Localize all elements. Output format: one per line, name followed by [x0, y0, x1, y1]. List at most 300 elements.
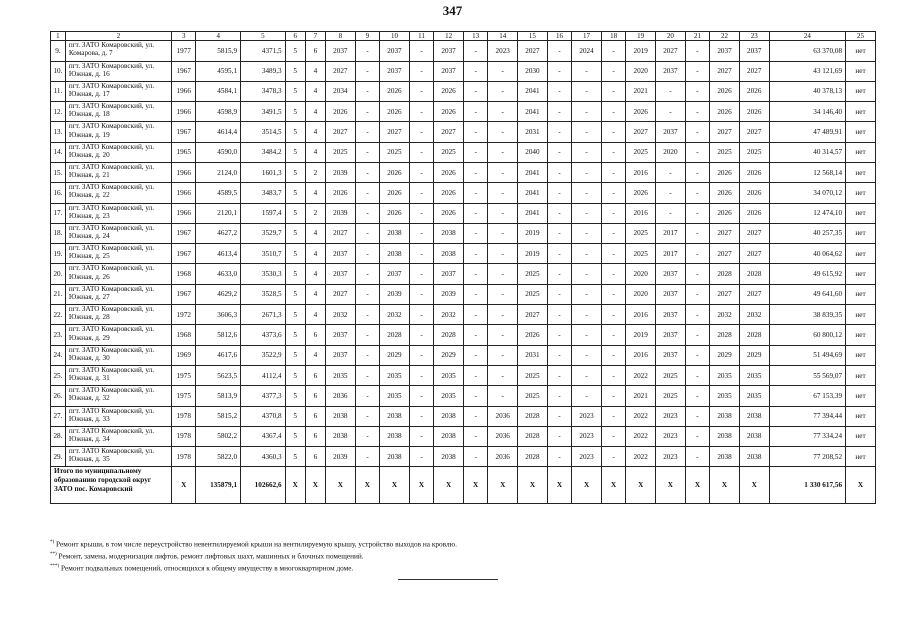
table-cell: 2028 — [739, 325, 769, 345]
area-cell: 4613,4 — [196, 244, 241, 264]
table-cell: 5 — [285, 41, 305, 61]
table-cell: - — [656, 81, 686, 101]
table-cell: 1966 — [172, 162, 196, 182]
table-cell: - — [601, 203, 625, 223]
table-cell: - — [572, 264, 602, 284]
row-number: 11. — [51, 81, 66, 101]
table-cell: 2039 — [325, 203, 355, 223]
table-cell: 2038 — [710, 447, 740, 467]
table-cell: - — [463, 61, 487, 81]
table-row — [51, 41, 876, 61]
table-cell: - — [355, 386, 379, 406]
table-cell: нет — [846, 223, 876, 243]
total-cell: X — [488, 467, 518, 504]
table-cell: - — [601, 264, 625, 284]
table-cell: - — [463, 162, 487, 182]
column-number: 14 — [488, 32, 518, 41]
table-cell: - — [656, 102, 686, 122]
table-cell: 2025 — [518, 264, 548, 284]
table-cell: 2026 — [626, 183, 656, 203]
table-cell: - — [409, 406, 433, 426]
table-cell: 4 — [305, 345, 325, 365]
column-number: 18 — [601, 32, 625, 41]
footnote-mark: ***) — [50, 563, 60, 569]
cost-cell: 51 494,69 — [769, 345, 845, 365]
table-cell: 2025 — [656, 386, 686, 406]
table-cell: 1966 — [172, 203, 196, 223]
table-row — [51, 203, 876, 223]
table-cell: 2038 — [380, 223, 410, 243]
table-cell: 4 — [305, 264, 325, 284]
table-cell: нет — [846, 284, 876, 304]
row-number: 22. — [51, 305, 66, 325]
total-cell: X — [572, 467, 602, 504]
table-cell: 4 — [305, 223, 325, 243]
table-cell: 2020 — [656, 142, 686, 162]
table-cell: - — [547, 264, 571, 284]
table-cell: - — [685, 203, 709, 223]
table-cell: - — [656, 162, 686, 182]
table-cell: 2025 — [656, 365, 686, 385]
table-cell: 2027 — [325, 122, 355, 142]
row-number: 9. — [51, 41, 66, 61]
table-cell: 2037 — [656, 264, 686, 284]
table-cell: - — [355, 325, 379, 345]
table-cell: 2026 — [380, 183, 410, 203]
table-cell: - — [409, 447, 433, 467]
table-cell: - — [355, 365, 379, 385]
table-cell: 5 — [285, 386, 305, 406]
table-cell: 2025 — [325, 142, 355, 162]
table-cell: - — [572, 284, 602, 304]
table-cell: 1967 — [172, 244, 196, 264]
table-cell: 2026 — [710, 81, 740, 101]
table-cell: - — [355, 406, 379, 426]
table-cell: 5 — [285, 325, 305, 345]
table-cell: 2037 — [380, 264, 410, 284]
column-number: 22 — [710, 32, 740, 41]
table-cell: - — [355, 244, 379, 264]
area-cell: 3528,5 — [241, 284, 286, 304]
table-cell: 2027 — [710, 244, 740, 264]
row-number: 24. — [51, 345, 66, 365]
column-number: 17 — [572, 32, 602, 41]
row-number: 12. — [51, 102, 66, 122]
area-cell: 4112,4 — [241, 365, 286, 385]
table-cell: 2036 — [325, 386, 355, 406]
area-cell: 3484,2 — [241, 142, 286, 162]
table-cell: 2028 — [380, 325, 410, 345]
table-cell: 2026 — [434, 162, 464, 182]
row-number: 18. — [51, 223, 66, 243]
table-cell: 2038 — [380, 447, 410, 467]
table-cell: - — [409, 264, 433, 284]
table-cell: - — [463, 244, 487, 264]
table-cell: 4 — [305, 102, 325, 122]
table-cell: - — [463, 223, 487, 243]
table-row — [51, 305, 876, 325]
table-cell: 4 — [305, 244, 325, 264]
area-cell: 5815,9 — [196, 41, 241, 61]
table-cell: - — [355, 162, 379, 182]
table-cell: - — [547, 61, 571, 81]
area-cell: 3530,3 — [241, 264, 286, 284]
address-cell: пгт. ЗАТО Комаровский, ул. Южная, д. 30 — [65, 345, 171, 365]
column-number: 23 — [739, 32, 769, 41]
table-cell: 2035 — [380, 365, 410, 385]
cost-cell: 40 257,35 — [769, 223, 845, 243]
address-cell: пгт. ЗАТО Комаровский, ул. Южная, д. 18 — [65, 102, 171, 122]
table-cell: 2022 — [626, 365, 656, 385]
table-cell: - — [488, 81, 518, 101]
table-cell: 2038 — [710, 406, 740, 426]
table-cell: - — [355, 142, 379, 162]
address-cell: пгт. ЗАТО Комаровский, ул. Южная, д. 26 — [65, 264, 171, 284]
table-cell: 2032 — [434, 305, 464, 325]
table-cell: - — [409, 81, 433, 101]
table-cell: - — [601, 223, 625, 243]
total-cell: X — [434, 467, 464, 504]
table-cell: - — [355, 223, 379, 243]
table-cell: - — [488, 61, 518, 81]
table-cell: - — [488, 162, 518, 182]
cost-cell: 77 394,44 — [769, 406, 845, 426]
table-cell: 2035 — [380, 386, 410, 406]
address-cell: пгт. ЗАТО Комаровский, ул. Южная, д. 25 — [65, 244, 171, 264]
table-cell: 2026 — [710, 162, 740, 182]
table-cell: - — [601, 61, 625, 81]
column-number: 16 — [547, 32, 571, 41]
table-cell: 2026 — [380, 203, 410, 223]
table-row — [51, 386, 876, 406]
table-cell: - — [601, 325, 625, 345]
table-cell: - — [547, 41, 571, 61]
table-cell: 1975 — [172, 365, 196, 385]
table-cell: 2028 — [710, 325, 740, 345]
column-number: 19 — [626, 32, 656, 41]
cost-cell: 77 208,52 — [769, 447, 845, 467]
row-number: 10. — [51, 61, 66, 81]
table-cell: 2037 — [710, 41, 740, 61]
table-cell: - — [601, 447, 625, 467]
table-cell: - — [355, 345, 379, 365]
table-row — [51, 122, 876, 142]
table-cell: 2026 — [739, 183, 769, 203]
table-cell: 2026 — [518, 325, 548, 345]
table-cell: - — [409, 203, 433, 223]
area-cell: 4377,3 — [241, 386, 286, 406]
area-cell: 5813,9 — [196, 386, 241, 406]
table-cell: - — [547, 447, 571, 467]
table-cell: 2032 — [380, 305, 410, 325]
table-cell: 2023 — [572, 447, 602, 467]
table-cell: - — [685, 223, 709, 243]
table-cell: 2021 — [626, 81, 656, 101]
footnote — [50, 562, 880, 574]
table-cell: - — [463, 183, 487, 203]
row-number: 25. — [51, 365, 66, 385]
address-cell: пгт. ЗАТО Комаровский, ул. Южная, д. 17 — [65, 81, 171, 101]
table-cell: - — [409, 142, 433, 162]
table-cell: - — [463, 447, 487, 467]
table-cell: - — [463, 102, 487, 122]
footnote-text: Ремонт подвальных помещений, относящихся к общему имуществу в многоквартирном доме. — [59, 563, 354, 573]
table-cell: 5 — [285, 162, 305, 182]
table-cell: - — [355, 264, 379, 284]
table-cell: - — [572, 142, 602, 162]
cost-cell: 67 153,39 — [769, 386, 845, 406]
table-cell: - — [685, 162, 709, 182]
total-cell: 135879,1 — [196, 467, 241, 504]
column-number: 2 — [65, 32, 171, 41]
table-cell: 1967 — [172, 223, 196, 243]
table-cell: - — [572, 386, 602, 406]
table-cell: - — [409, 183, 433, 203]
table-cell: 2027 — [434, 122, 464, 142]
table-cell: - — [601, 81, 625, 101]
table-cell: 2037 — [325, 244, 355, 264]
table-cell: 2041 — [518, 203, 548, 223]
table-cell: 2020 — [626, 61, 656, 81]
area-cell: 3510,7 — [241, 244, 286, 264]
table-cell: 6 — [305, 41, 325, 61]
address-cell: пгт. ЗАТО Комаровский, ул. Южная, д. 28 — [65, 305, 171, 325]
table-cell: 4 — [305, 122, 325, 142]
table-cell: - — [463, 264, 487, 284]
table-cell: 2 — [305, 203, 325, 223]
column-number: 13 — [463, 32, 487, 41]
address-cell: пгт. ЗАТО Комаровский, ул. Южная, д. 22 — [65, 183, 171, 203]
table-cell: 5 — [285, 365, 305, 385]
table-cell: 2027 — [739, 223, 769, 243]
table-cell: 5 — [285, 345, 305, 365]
footnote-mark: **) — [50, 551, 57, 557]
table-cell: 2031 — [518, 122, 548, 142]
table-cell: нет — [846, 162, 876, 182]
table-cell: 2026 — [626, 102, 656, 122]
table-cell: нет — [846, 203, 876, 223]
table-cell: - — [685, 81, 709, 101]
table-cell: - — [355, 61, 379, 81]
table-cell: - — [547, 81, 571, 101]
table-cell: - — [685, 284, 709, 304]
cost-cell: 55 569,07 — [769, 365, 845, 385]
table-cell: 1965 — [172, 142, 196, 162]
table-cell: 2027 — [710, 223, 740, 243]
area-cell: 4629,2 — [196, 284, 241, 304]
table-cell: - — [355, 102, 379, 122]
table-cell: 2027 — [739, 284, 769, 304]
table-cell: 2026 — [434, 102, 464, 122]
table-cell: - — [572, 223, 602, 243]
cost-cell: 77 334,24 — [769, 426, 845, 446]
area-cell: 2120,1 — [196, 203, 241, 223]
table-cell: 2023 — [572, 406, 602, 426]
table-cell: 5 — [285, 305, 305, 325]
table-cell: 5 — [285, 102, 305, 122]
row-number: 23. — [51, 325, 66, 345]
table-cell: 6 — [305, 365, 325, 385]
column-number: 4 — [196, 32, 241, 41]
table-cell: - — [547, 203, 571, 223]
area-cell: 5815,2 — [196, 406, 241, 426]
cost-cell: 40 378,13 — [769, 81, 845, 101]
address-cell: пгт. ЗАТО Комаровский, ул. Южная, д. 19 — [65, 122, 171, 142]
table-cell: - — [601, 386, 625, 406]
table-cell: - — [547, 426, 571, 446]
total-cell: X — [601, 467, 625, 504]
table-cell: 2035 — [710, 365, 740, 385]
table-cell: 2037 — [656, 284, 686, 304]
table-cell: - — [409, 162, 433, 182]
table-cell: 2016 — [626, 203, 656, 223]
total-label: Итого по муниципальному образованию городской округ ЗАТО пос. Комаровский — [51, 467, 172, 504]
table-cell: - — [601, 284, 625, 304]
table-cell: 2041 — [518, 81, 548, 101]
table-row — [51, 162, 876, 182]
table-cell: - — [488, 345, 518, 365]
total-row — [51, 467, 876, 504]
column-number: 1 — [51, 32, 66, 41]
table-cell: 4 — [305, 81, 325, 101]
footer-divider — [398, 579, 498, 580]
area-cell: 4367,4 — [241, 426, 286, 446]
cost-cell: 34 146,40 — [769, 102, 845, 122]
row-number: 20. — [51, 264, 66, 284]
total-cell: X — [172, 467, 196, 504]
row-number: 17. — [51, 203, 66, 223]
table-cell: - — [488, 122, 518, 142]
cost-cell: 49 615,92 — [769, 264, 845, 284]
table-cell: - — [572, 345, 602, 365]
area-cell: 5802,2 — [196, 426, 241, 446]
table-row — [51, 325, 876, 345]
total-cell: X — [285, 467, 305, 504]
table-cell: - — [409, 365, 433, 385]
table-cell: 1966 — [172, 81, 196, 101]
table-cell: - — [547, 183, 571, 203]
table-cell: 1967 — [172, 61, 196, 81]
table-cell: 2027 — [518, 41, 548, 61]
footnote-mark: *) — [50, 540, 55, 545]
address-cell: пгт. ЗАТО Комаровский, ул. Южная, д. 32 — [65, 386, 171, 406]
row-number: 21. — [51, 284, 66, 304]
table-cell: - — [488, 223, 518, 243]
table-cell: 2038 — [434, 447, 464, 467]
table-cell: 2025 — [739, 142, 769, 162]
table-cell: 2027 — [325, 61, 355, 81]
table-cell: 2037 — [656, 345, 686, 365]
table-cell: 2025 — [518, 386, 548, 406]
table-cell: 2041 — [518, 162, 548, 182]
table-cell: 2041 — [518, 183, 548, 203]
table-cell: - — [547, 386, 571, 406]
total-cell: X — [656, 467, 686, 504]
area-cell: 5623,5 — [196, 365, 241, 385]
area-cell: 4370,8 — [241, 406, 286, 426]
table-cell: - — [547, 325, 571, 345]
table-cell: 5 — [285, 223, 305, 243]
table-cell: - — [463, 426, 487, 446]
table-cell: 2037 — [380, 41, 410, 61]
row-number: 16. — [51, 183, 66, 203]
table-cell: 2020 — [626, 284, 656, 304]
table-cell: 2037 — [325, 345, 355, 365]
table-cell: 5 — [285, 81, 305, 101]
table-cell: - — [488, 183, 518, 203]
table-cell: - — [685, 325, 709, 345]
table-cell: 2025 — [626, 223, 656, 243]
row-number: 13. — [51, 122, 66, 142]
table-cell: 2019 — [626, 41, 656, 61]
area-cell: 3489,3 — [241, 61, 286, 81]
table-cell: 2020 — [626, 264, 656, 284]
table-cell: - — [463, 365, 487, 385]
table-cell: 2028 — [518, 426, 548, 446]
table-cell: 2023 — [656, 406, 686, 426]
table-cell: - — [409, 284, 433, 304]
table-row — [51, 365, 876, 385]
table-cell: 5 — [285, 264, 305, 284]
table-cell: 6 — [305, 447, 325, 467]
table-row — [51, 284, 876, 304]
area-cell: 5812,6 — [196, 325, 241, 345]
table-cell: 2038 — [434, 223, 464, 243]
table-cell: - — [572, 203, 602, 223]
table-cell: 2025 — [518, 284, 548, 304]
total-cell: X — [325, 467, 355, 504]
table-cell: 2019 — [518, 223, 548, 243]
cost-cell: 12 568,14 — [769, 162, 845, 182]
table-cell: 2022 — [626, 406, 656, 426]
table-cell: нет — [846, 264, 876, 284]
table-row — [51, 142, 876, 162]
table-cell: - — [656, 203, 686, 223]
table-cell: - — [547, 142, 571, 162]
table-cell: - — [685, 305, 709, 325]
table-cell: - — [547, 365, 571, 385]
table-cell: 5 — [285, 203, 305, 223]
address-cell: пгт. ЗАТО Комаровский, ул. Южная, д. 23 — [65, 203, 171, 223]
table-cell: 2019 — [518, 244, 548, 264]
column-number: 7 — [305, 32, 325, 41]
table-cell: 2025 — [626, 244, 656, 264]
table-cell: - — [409, 41, 433, 61]
cost-cell: 49 641,60 — [769, 284, 845, 304]
address-cell: пгт. ЗАТО Комаровский, ул. Южная, д. 20 — [65, 142, 171, 162]
total-cell: X — [380, 467, 410, 504]
table-cell: - — [685, 244, 709, 264]
table-cell: 2027 — [739, 122, 769, 142]
table-cell: 2027 — [739, 61, 769, 81]
table-cell: 2025 — [434, 142, 464, 162]
table-cell: 2035 — [434, 386, 464, 406]
area-cell: 4595,1 — [196, 61, 241, 81]
table-cell: нет — [846, 81, 876, 101]
area-cell: 3483,7 — [241, 183, 286, 203]
table-cell: нет — [846, 183, 876, 203]
table-cell: 2016 — [626, 305, 656, 325]
total-cell: X — [355, 467, 379, 504]
table-cell: нет — [846, 102, 876, 122]
table-cell: 2036 — [488, 406, 518, 426]
capital-repair-table — [50, 31, 876, 504]
table-cell: 2027 — [518, 305, 548, 325]
table-cell: - — [685, 406, 709, 426]
table-cell: - — [409, 386, 433, 406]
total-cell: X — [305, 467, 325, 504]
column-number: 24 — [769, 32, 845, 41]
